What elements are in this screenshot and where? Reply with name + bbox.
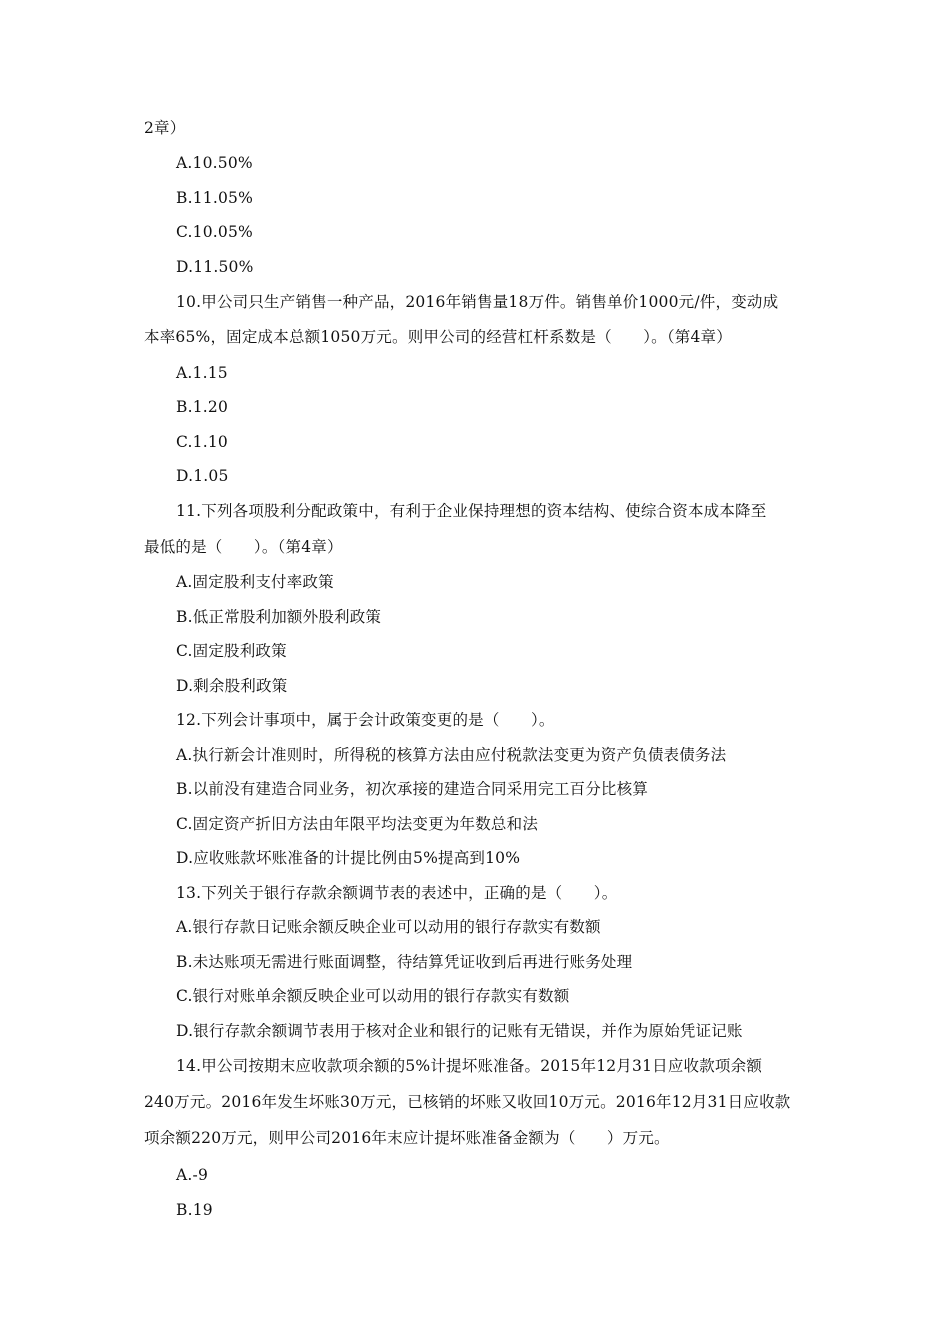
text-line: 2章） <box>144 119 186 137</box>
text-line: A.10.50% <box>176 154 253 172</box>
text-line: C.10.05% <box>176 223 253 241</box>
text-line: B.1.20 <box>176 398 229 416</box>
text-line: B.未达账项无需进行账面调整，待结算凭证收到后再进行账务处理 <box>176 953 633 971</box>
text-line: A.-9 <box>176 1166 209 1184</box>
text-line: D.应收账款坏账准备的计提比例由5%提高到10% <box>176 849 521 867</box>
text-line: 项余额220万元，则甲公司2016年末应计提坏账准备金额为（ ）万元。 <box>144 1129 670 1147</box>
text-line: 12.下列会计事项中，属于会计政策变更的是（ ）。 <box>176 711 555 729</box>
text-line: B.低正常股利加额外股利政策 <box>176 608 382 626</box>
text-line: A.执行新会计准则时，所得税的核算方法由应付税款法变更为资产负债表债务法 <box>176 746 727 764</box>
text-line: C.1.10 <box>176 433 228 451</box>
text-line: 13.下列关于银行存款余额调节表的表述中，正确的是（ ）。 <box>176 884 618 902</box>
text-line: 14.甲公司按期末应收款项余额的5%计提坏账准备。2015年12月31日应收款项余额 <box>176 1057 763 1075</box>
text-line: B.以前没有建造合同业务，初次承接的建造合同采用完工百分比核算 <box>176 780 649 798</box>
text-line: A.银行存款日记账余额反映企业可以动用的银行存款实有数额 <box>176 918 601 936</box>
text-line: D.1.05 <box>176 467 229 485</box>
text-line: 本率65%，固定成本总额1050万元。则甲公司的经营杠杆系数是（ ）。（第4章） <box>144 328 732 346</box>
text-line: 最低的是（ ）。（第4章） <box>144 538 343 556</box>
text-line: C.固定资产折旧方法由年限平均法变更为年数总和法 <box>176 815 539 833</box>
text-line: 10.甲公司只生产销售一种产品，2016年销售量18万件。销售单价1000元/件，变动成 <box>176 293 779 311</box>
text-line: A.1.15 <box>176 364 228 382</box>
text-line: 11.下列各项股利分配政策中，有利于企业保持理想的资本结构、使综合资本成本降至 <box>176 502 767 520</box>
text-line: C.固定股利政策 <box>176 642 287 660</box>
text-line: C.银行对账单余额反映企业可以动用的银行存款实有数额 <box>176 987 570 1005</box>
text-line: D.剩余股利政策 <box>176 677 288 695</box>
text-line: D.银行存款余额调节表用于核对企业和银行的记账有无错误，并作为原始凭证记账 <box>176 1022 743 1040</box>
text-line: B.19 <box>176 1201 213 1219</box>
text-line: D.11.50% <box>176 258 254 276</box>
text-line: A.固定股利支付率政策 <box>176 573 334 591</box>
text-line: 240万元。2016年发生坏账30万元，已核销的坏账又收回10万元。2016年12月31日应收款 <box>144 1093 791 1111</box>
text-line: B.11.05% <box>176 189 254 207</box>
